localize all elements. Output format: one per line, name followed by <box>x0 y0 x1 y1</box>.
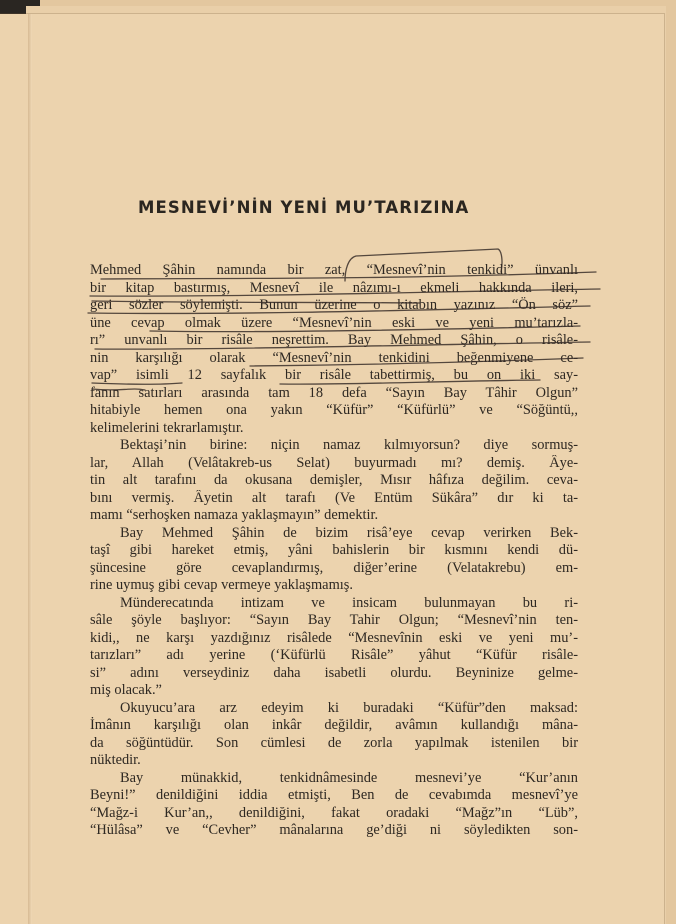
text-line: kelimelerini tekrarlamıştır. <box>90 419 244 436</box>
text-line: mamı “serhoşken namaza yaklaşmayın” demektir. <box>90 507 379 523</box>
body-text <box>90 262 578 840</box>
text-line: si” adını verseydiniz daha isabetli olurdu. Beyninize gelme- <box>90 664 578 681</box>
text-line: kidi,, ne karşı yazdığınız risâlede “Mesnevînin eski ve yeni mu’- <box>90 629 578 646</box>
text-line: da söğüntüdür. Son cümlesi de zorla yapılmak istenilen bir <box>90 734 578 751</box>
text-line: Okuyucu’ara arz edeyim ki buradaki “Küfür”den maksad: <box>120 699 578 716</box>
text-line: “Hülâsa” ve “Cevher” mânalarına ge’diği ni söyledikten son- <box>90 822 578 838</box>
text-line: fanın satırları arasında tam 18 defa “Sayın Bay Tâhir Olgun” <box>90 384 578 401</box>
text-line: Mehmed Şâhin namında bir zat, “Mesnevî’nin tenkidi” ünvanlı <box>90 262 578 278</box>
text-line: miş olacak.” <box>90 682 162 698</box>
text-line: tarızları” adı yerine (‘Küfürlü Risâle” yâhut “Küfür risâle- <box>90 647 578 663</box>
text-line: rine uymuş gibi cevap vermeye yaklaşmamış. <box>90 577 353 593</box>
text-line: Bay Mehmed Şâhin de bizim risâ’eye cevap verirken Bek- <box>120 524 578 541</box>
text-line: Münderecatında intizam ve insicam bulunmayan bu ri- <box>120 594 578 611</box>
text-line: İmânın karşılığı olan inkâr değildir, avâmın kullandığı mâna- <box>90 717 578 733</box>
text-line: nin karşılığı olarak “Mesnevî’nin tenkidini beğenmiyene ce- <box>90 349 578 366</box>
text-line: hitabiyle hemen ona yakın “Küfür” “Küfürlü” ve “Söğüntü,, <box>90 402 578 418</box>
text-line: sâle şöyle başlıyor: “Sayın Bay Tahir Olgun; “Mesnevî’nin ten- <box>90 612 578 628</box>
text-line: bını vermiş. Âyetin alt tarafı (Ve Entüm Sükâra” dır ki ta- <box>90 489 578 506</box>
text-line: vap” isimli 12 sayfalık bir risâle tabettirmiş, bu on iki say- <box>90 367 578 383</box>
text-line: tin alt tarafını da okusana demişler, Mısır hâfıza değilim. ceva- <box>90 472 578 488</box>
page-title: MESNEVİ’NİN YENİ MU’TARIZINA <box>138 198 470 217</box>
text-line: nüktedir. <box>90 752 141 768</box>
text-line: Bektaşi’nin birine: niçin namaz kılmıyorsun? diye sormuş- <box>120 437 578 453</box>
text-line: taşî gibi hareket etmiş, yâni bahislerin bir kısmını kendi dü- <box>90 542 578 558</box>
text-line: lar, Allah (Velâtakreb-us Selat) buyurmadı mı? demiş. Âye- <box>90 454 578 471</box>
text-line: Beyni!” denildiğini iddia etmişti, Ben de cevabımda mesnevî’ye <box>90 787 578 803</box>
text-line: üne cevap olmak üzere “Mesnevî’nin eski ve yeni mu’tarızla- <box>90 314 578 331</box>
text-line: geri sözler söylemişti. Bunun üzerine o kitabın yazınız “Ön söz” <box>90 297 578 313</box>
text-line: şüncesine göre cevaplandırmış, diğer’erine (Velatakrebu) em- <box>90 559 578 576</box>
page-fold <box>28 14 32 924</box>
text-line: “Mağz-i Kur’an,, denildiğini, fakat oradaki “Mağz”ın “Lüb”, <box>90 804 578 821</box>
text-line: rı” unvanlı bir risâle neşrettim. Bay Mehmed Şâhin, o risâle- <box>90 332 578 348</box>
text-line: Bay münakkid, tenkidnâmesinde mesnevi’ye “Kur’anın <box>120 769 578 786</box>
text-line: bir kitap bastırmış, Mesnevî ile nâzımı-ı ekmeli hakkında ileri, <box>90 279 578 296</box>
